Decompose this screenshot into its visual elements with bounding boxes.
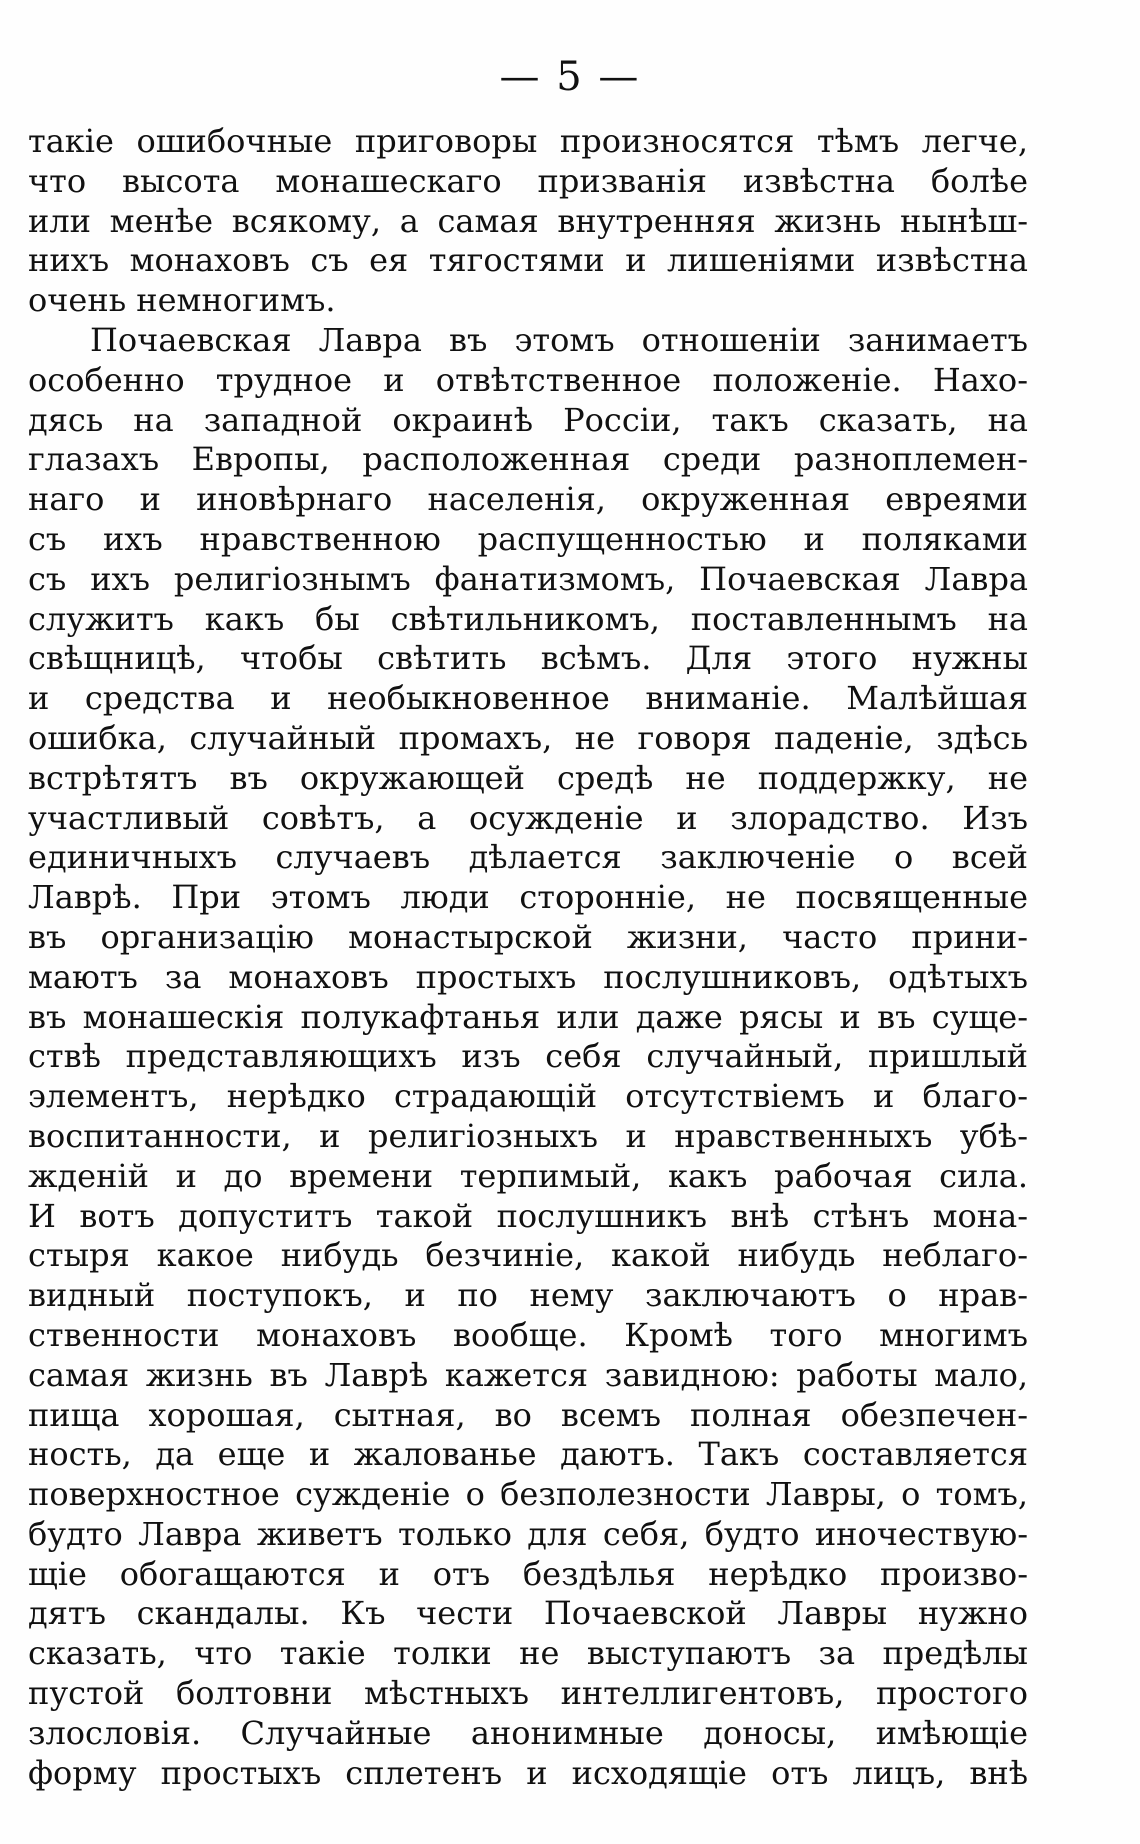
page-number: — 5 — <box>499 54 641 100</box>
text-line: съ ихъ религіознымъ фанатизмомъ, Почаевская Лавра <box>28 559 1028 598</box>
text-line: жденій и до времени терпимый, какъ рабочая сила. <box>28 1156 1028 1195</box>
text-line: съ ихъ нравственною распущенностью и поляками <box>28 519 1028 558</box>
text-line: ствѣ представляющихъ изъ себя случайный, пришлый <box>28 1037 1028 1076</box>
text-line: дясь на западной окраинѣ Россіи, такъ сказать, на <box>28 400 1028 439</box>
text-line: щіе обогащаются и отъ бездѣлья нерѣдко произво- <box>28 1554 1028 1593</box>
text-line: наго и иновѣрнаго населенія, окруженная евреями <box>28 480 1028 519</box>
text-line: пустой болтовни мѣстныхъ интеллигентовъ, простого <box>28 1674 1028 1713</box>
text-line: будто Лавра живетъ только для себя, будто иночествую- <box>28 1514 1028 1553</box>
text-line: дятъ скандалы. Къ чести Почаевской Лавры нужно <box>28 1594 1028 1633</box>
text-line: ственности монаховъ вообще. Кромѣ того многимъ <box>28 1315 1028 1354</box>
text-line: стыря какое нибудь безчиніе, какой нибудь неблаго- <box>28 1236 1028 1275</box>
text-line: сказать, что такіе толки не выступаютъ за предѣлы <box>28 1634 1028 1673</box>
text-line: единичныхъ случаевъ дѣлается заключеніе о всей <box>28 838 1028 877</box>
text-line: въ монашескія полукафтанья или даже рясы и въ суще- <box>28 997 1028 1036</box>
text-line: И вотъ допуститъ такой послушникъ внѣ стѣнъ мона- <box>28 1196 1028 1235</box>
text-line: поверхностное сужденіе о безполезности Лавры, о томъ, <box>28 1475 1028 1514</box>
text-line: маютъ за монаховъ простыхъ послушниковъ, одѣтыхъ <box>28 957 1028 996</box>
text-line: форму простыхъ сплетенъ и исходящіе отъ лицъ, внѣ <box>28 1753 1028 1792</box>
text-line: ность, да еще и жалованье даютъ. Такъ составляется <box>28 1435 1028 1474</box>
text-line: очень немногимъ. <box>28 281 336 320</box>
text-line: или менѣе всякому, а самая внутренняя жизнь нынѣш- <box>28 201 1028 240</box>
text-line: такіе ошибочные приговоры произносятся тѣмъ легче, <box>28 122 1028 160</box>
text-line: видный поступокъ, и по нему заключаютъ о нрав- <box>28 1276 1028 1315</box>
text-line: элементъ, нерѣдко страдающій отсутствіемъ и благо- <box>28 1077 1028 1116</box>
text-line: служитъ какъ бы свѣтильникомъ, поставленнымъ на <box>28 599 1028 638</box>
text-line: участливый совѣтъ, а осужденіе и злорадство. Изъ <box>28 798 1028 837</box>
text-line: встрѣтятъ въ окружающей средѣ не поддержку, не <box>28 758 1028 797</box>
text-line: Лаврѣ. При этомъ люди сторонніе, не посвященные <box>28 878 1028 917</box>
text-line: и средства и необыкновенное вниманіе. Малѣйшая <box>28 679 1028 718</box>
text-line: пища хорошая, сытная, во всемъ полная обезпечен- <box>28 1395 1028 1434</box>
text-line: что высота монашескаго призванія извѣстна болѣе <box>28 161 1028 200</box>
text-line: воспитанности, и религіозныхъ и нравственныхъ убѣ- <box>28 1116 1028 1155</box>
text-line: злословія. Случайные анонимные доносы, имѣющіе <box>28 1713 1028 1752</box>
text-line: ошибка, случайный промахъ, не говоря паденіе, здѣсь <box>28 718 1028 757</box>
text-line: глазахъ Европы, расположенная среди разноплемен- <box>28 440 1028 479</box>
paragraph-start-line: Почаевская Лавра въ этомъ отношеніи занимаетъ <box>90 320 1028 359</box>
text-line: особенно трудное и отвѣтственное положеніе. Нахо- <box>28 360 1028 399</box>
body-text <box>28 122 1028 1793</box>
text-line: самая жизнь въ Лаврѣ кажется завидною: работы мало, <box>28 1355 1028 1394</box>
text-line: въ организацію монастырской жизни, часто прини- <box>28 917 1028 956</box>
text-line: свѣщницѣ, чтобы свѣтить всѣмъ. Для этого нужны <box>28 639 1028 678</box>
text-line: нихъ монаховъ съ ея тягостями и лишеніями извѣстна <box>28 241 1028 280</box>
